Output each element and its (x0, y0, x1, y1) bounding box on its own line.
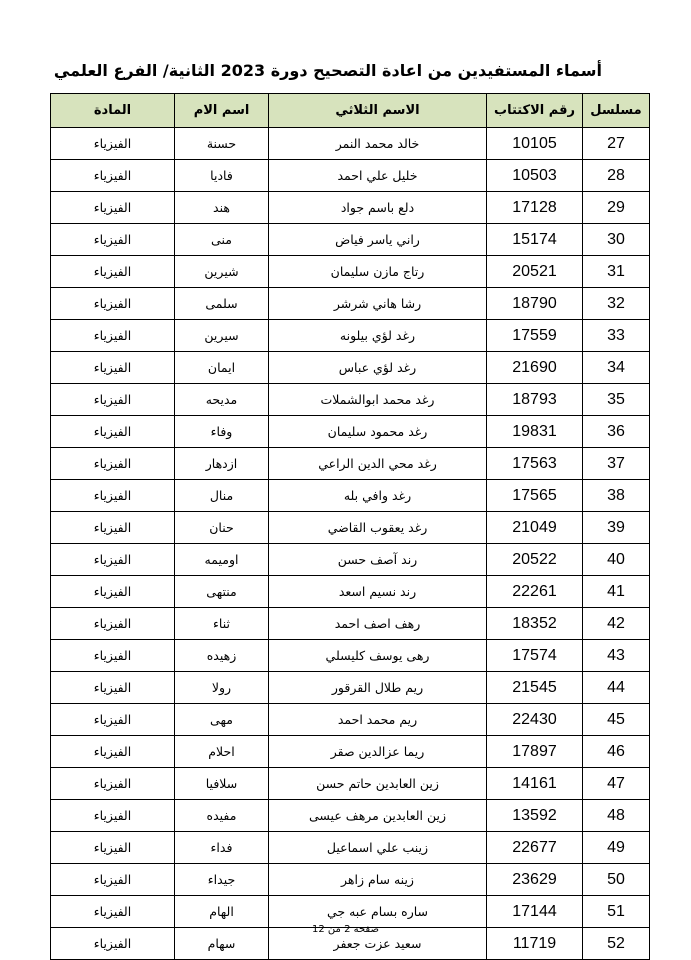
table-row (51, 800, 650, 832)
full-name-cell: زين العابدين مرهف عيسى (269, 800, 487, 832)
exam-number-cell: 15174 (487, 224, 583, 256)
serial-cell: 45 (583, 704, 650, 736)
exam-number-cell: 21545 (487, 672, 583, 704)
table-row (51, 320, 650, 352)
mother-name-cell: شيرين (175, 256, 269, 288)
subject-cell: الفيزياء (51, 384, 175, 416)
exam-number-cell: 10105 (487, 128, 583, 160)
serial-cell: 31 (583, 256, 650, 288)
full-name-cell: راني ياسر فياض (269, 224, 487, 256)
full-name-cell: خالد محمد النمر (269, 128, 487, 160)
mother-name-cell: مديحه (175, 384, 269, 416)
serial-cell: 47 (583, 768, 650, 800)
subject-cell: الفيزياء (51, 864, 175, 896)
full-name-cell: دلع باسم جواد (269, 192, 487, 224)
full-name-cell: ريم طلال القرقور (269, 672, 487, 704)
serial-cell: 49 (583, 832, 650, 864)
full-name-cell: زينب علي اسماعيل (269, 832, 487, 864)
full-name-cell: رغد محمد ابوالشملات (269, 384, 487, 416)
table-row (51, 224, 650, 256)
table-row (51, 256, 650, 288)
table-row (51, 288, 650, 320)
full-name-cell: رغد محي الدين الراعي (269, 448, 487, 480)
table-row (51, 768, 650, 800)
serial-cell: 44 (583, 672, 650, 704)
exam-number-cell: 11719 (487, 928, 583, 960)
exam-number-cell: 20522 (487, 544, 583, 576)
exam-number-cell: 17144 (487, 896, 583, 928)
table-row (51, 864, 650, 896)
subject-cell: الفيزياء (51, 896, 175, 928)
exam-number-cell: 22261 (487, 576, 583, 608)
full-name-cell: رهف اصف احمد (269, 608, 487, 640)
mother-name-cell: هند (175, 192, 269, 224)
full-name-cell: رند آصف حسن (269, 544, 487, 576)
document-title: أسماء المستفيدين من اعادة التصحيح دورة 2023 الثانية/ الفرع العلمي (53, 61, 602, 80)
exam-number-cell: 17559 (487, 320, 583, 352)
exam-number-cell: 23629 (487, 864, 583, 896)
table-row (51, 608, 650, 640)
full-name-cell: رتاج مازن سليمان (269, 256, 487, 288)
serial-cell: 40 (583, 544, 650, 576)
serial-cell: 41 (583, 576, 650, 608)
exam-number-cell: 17128 (487, 192, 583, 224)
subject-cell: الفيزياء (51, 256, 175, 288)
mother-name-cell: منال (175, 480, 269, 512)
mother-name-cell: حسنة (175, 128, 269, 160)
exam-number-cell: 14161 (487, 768, 583, 800)
table-row (51, 672, 650, 704)
mother-name-cell: سلمى (175, 288, 269, 320)
full-name-cell: رغد لؤي عباس (269, 352, 487, 384)
mother-name-cell: ايمان (175, 352, 269, 384)
subject-cell: الفيزياء (51, 800, 175, 832)
exam-number-cell: 18793 (487, 384, 583, 416)
subject-cell: الفيزياء (51, 512, 175, 544)
subject-cell: الفيزياء (51, 448, 175, 480)
serial-cell: 42 (583, 608, 650, 640)
table-row (51, 416, 650, 448)
serial-cell: 52 (583, 928, 650, 960)
full-name-cell: رغد يعقوب القاضي (269, 512, 487, 544)
mother-name-cell: فداء (175, 832, 269, 864)
subject-cell: الفيزياء (51, 224, 175, 256)
full-name-cell: ساره بسام عبه جي (269, 896, 487, 928)
exam-number-cell: 20521 (487, 256, 583, 288)
subject-cell: الفيزياء (51, 192, 175, 224)
exam-number-cell: 22430 (487, 704, 583, 736)
table-row (51, 192, 650, 224)
exam-number-cell: 17565 (487, 480, 583, 512)
column-header-subject: المادة (51, 94, 175, 128)
table-row (51, 512, 650, 544)
subject-cell: الفيزياء (51, 832, 175, 864)
subject-cell: الفيزياء (51, 128, 175, 160)
table-row (51, 640, 650, 672)
subject-cell: الفيزياء (51, 928, 175, 960)
serial-cell: 43 (583, 640, 650, 672)
serial-cell: 27 (583, 128, 650, 160)
exam-number-cell: 17563 (487, 448, 583, 480)
mother-name-cell: سلافيا (175, 768, 269, 800)
full-name-cell: زين العابدين حاتم حسن (269, 768, 487, 800)
subject-cell: الفيزياء (51, 288, 175, 320)
full-name-cell: خليل علي احمد (269, 160, 487, 192)
serial-cell: 33 (583, 320, 650, 352)
full-name-cell: ريما عزالدين صقر (269, 736, 487, 768)
table-row (51, 128, 650, 160)
column-header-full-name: الاسم الثلاثي (269, 94, 487, 128)
table-row (51, 832, 650, 864)
table-row (51, 448, 650, 480)
table-header-row (51, 94, 650, 128)
subject-cell: الفيزياء (51, 352, 175, 384)
exam-number-cell: 18790 (487, 288, 583, 320)
serial-cell: 46 (583, 736, 650, 768)
exam-number-cell: 17574 (487, 640, 583, 672)
serial-cell: 36 (583, 416, 650, 448)
full-name-cell: سعيد عزت جعفر (269, 928, 487, 960)
subject-cell: الفيزياء (51, 736, 175, 768)
subject-cell: الفيزياء (51, 768, 175, 800)
serial-cell: 39 (583, 512, 650, 544)
mother-name-cell: منى (175, 224, 269, 256)
mother-name-cell: ازدهار (175, 448, 269, 480)
serial-cell: 34 (583, 352, 650, 384)
exam-number-cell: 17897 (487, 736, 583, 768)
table-row (51, 480, 650, 512)
mother-name-cell: مفيده (175, 800, 269, 832)
table-row (51, 544, 650, 576)
full-name-cell: رشا هاني شرشر (269, 288, 487, 320)
mother-name-cell: الهام (175, 896, 269, 928)
mother-name-cell: زهيده (175, 640, 269, 672)
full-name-cell: رغد وافي بله (269, 480, 487, 512)
subject-cell: الفيزياء (51, 704, 175, 736)
serial-cell: 30 (583, 224, 650, 256)
table-row (51, 576, 650, 608)
table-row (51, 160, 650, 192)
full-name-cell: رغد لؤي بيلونه (269, 320, 487, 352)
table-row (51, 896, 650, 928)
full-name-cell: رغد محمود سليمان (269, 416, 487, 448)
serial-cell: 32 (583, 288, 650, 320)
full-name-cell: رهى يوسف كليسلي (269, 640, 487, 672)
table-row (51, 352, 650, 384)
serial-cell: 28 (583, 160, 650, 192)
exam-number-cell: 13592 (487, 800, 583, 832)
mother-name-cell: ثناء (175, 608, 269, 640)
full-name-cell: زينه سام زاهر (269, 864, 487, 896)
subject-cell: الفيزياء (51, 416, 175, 448)
full-name-cell: ريم محمد احمد (269, 704, 487, 736)
exam-number-cell: 10503 (487, 160, 583, 192)
mother-name-cell: احلام (175, 736, 269, 768)
subject-cell: الفيزياء (51, 320, 175, 352)
exam-number-cell: 18352 (487, 608, 583, 640)
exam-number-cell: 21049 (487, 512, 583, 544)
subject-cell: الفيزياء (51, 480, 175, 512)
page-number: صفحة 2 من 12 (312, 924, 379, 935)
exam-number-cell: 22677 (487, 832, 583, 864)
column-header-serial: مسلسل (583, 94, 650, 128)
exam-number-cell: 21690 (487, 352, 583, 384)
serial-cell: 37 (583, 448, 650, 480)
table-body (51, 128, 650, 960)
serial-cell: 50 (583, 864, 650, 896)
column-header-mother-name: اسم الام (175, 94, 269, 128)
serial-cell: 38 (583, 480, 650, 512)
subject-cell: الفيزياء (51, 640, 175, 672)
subject-cell: الفيزياء (51, 160, 175, 192)
mother-name-cell: فاديا (175, 160, 269, 192)
subject-cell: الفيزياء (51, 576, 175, 608)
column-header-exam-number: رقم الاكتتاب (487, 94, 583, 128)
serial-cell: 51 (583, 896, 650, 928)
mother-name-cell: منتهى (175, 576, 269, 608)
mother-name-cell: وفاء (175, 416, 269, 448)
beneficiaries-table (50, 93, 650, 960)
mother-name-cell: جيداء (175, 864, 269, 896)
mother-name-cell: سيرين (175, 320, 269, 352)
table-row (51, 384, 650, 416)
serial-cell: 35 (583, 384, 650, 416)
subject-cell: الفيزياء (51, 608, 175, 640)
serial-cell: 48 (583, 800, 650, 832)
mother-name-cell: رولا (175, 672, 269, 704)
table-row (51, 704, 650, 736)
subject-cell: الفيزياء (51, 544, 175, 576)
mother-name-cell: اوميمه (175, 544, 269, 576)
subject-cell: الفيزياء (51, 672, 175, 704)
table-row (51, 736, 650, 768)
mother-name-cell: مهى (175, 704, 269, 736)
serial-cell: 29 (583, 192, 650, 224)
exam-number-cell: 19831 (487, 416, 583, 448)
mother-name-cell: حنان (175, 512, 269, 544)
mother-name-cell: سهام (175, 928, 269, 960)
full-name-cell: رند نسيم اسعد (269, 576, 487, 608)
